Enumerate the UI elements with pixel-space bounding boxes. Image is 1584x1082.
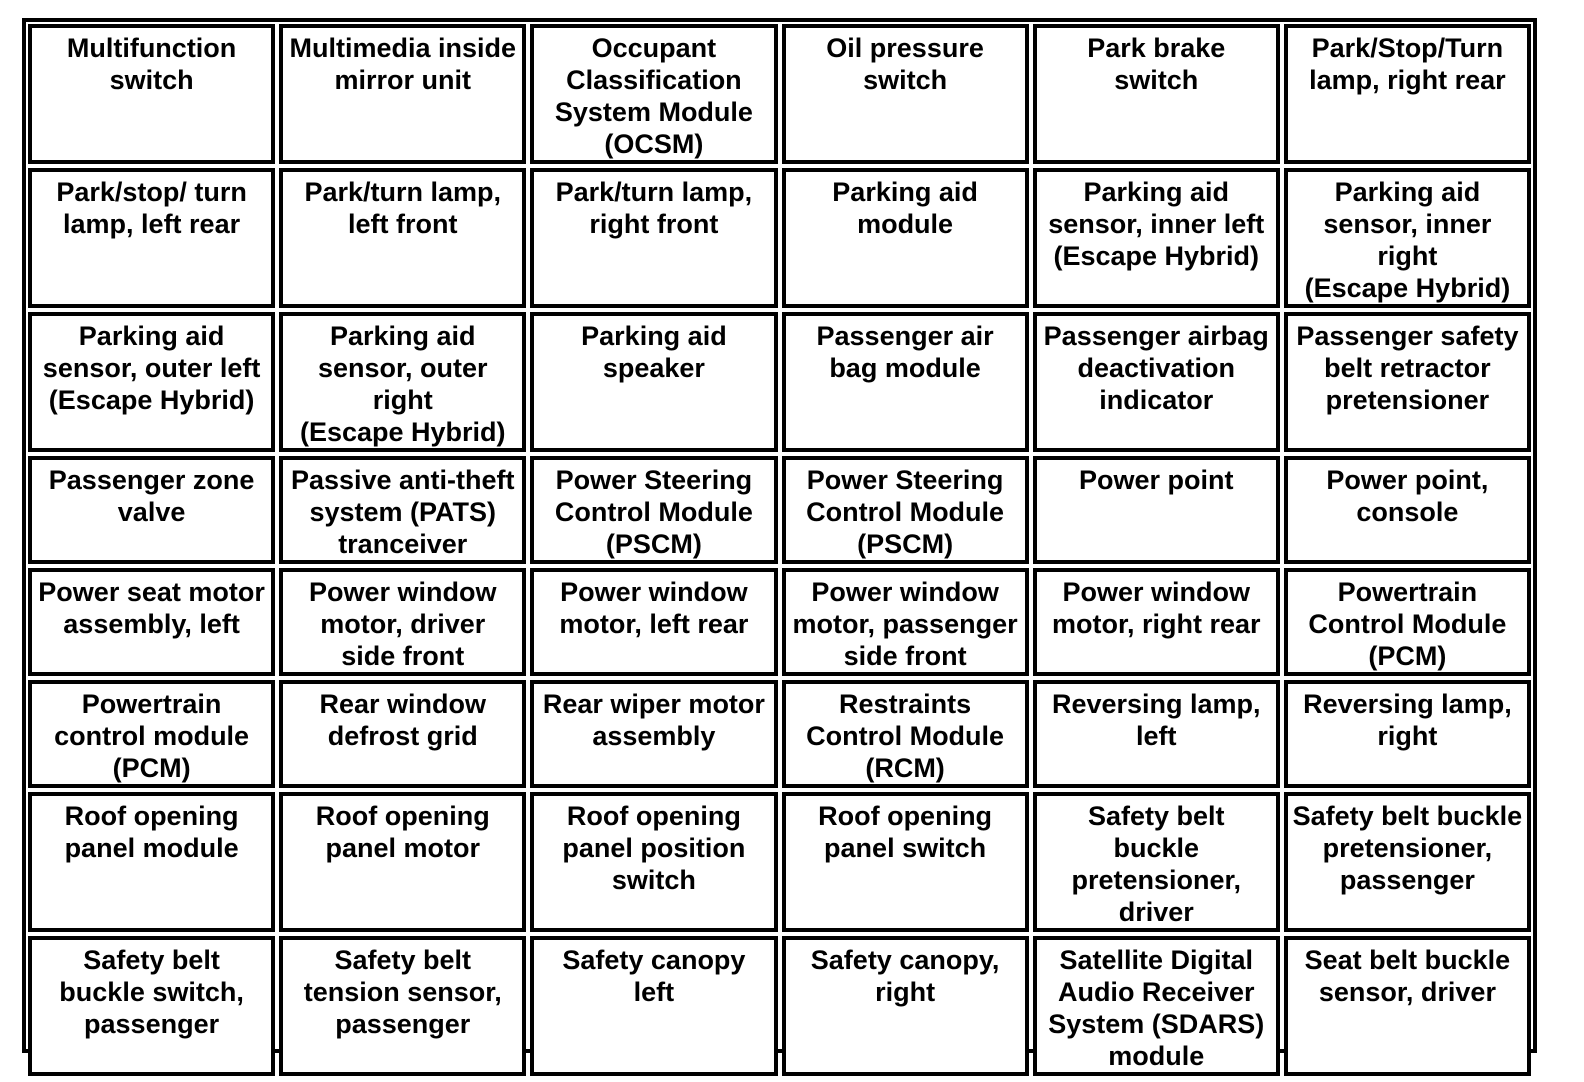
- table-cell: Parking aid sensor, inner right (Escape Hybrid): [1284, 168, 1531, 308]
- table-cell: Power Steering Control Module (PSCM): [530, 456, 777, 564]
- table-cell: Safety belt tension sensor, passenger: [279, 936, 526, 1076]
- table-cell: Park/turn lamp, right front: [530, 168, 777, 308]
- table-cell: Multimedia inside mirror unit: [279, 24, 526, 164]
- table-cell: Rear window defrost grid: [279, 680, 526, 788]
- table-cell: Safety canopy left: [530, 936, 777, 1076]
- table-cell: Parking aid sensor, outer left (Escape Hybrid): [28, 312, 275, 452]
- table-cell: Passenger airbag deactivation indicator: [1033, 312, 1280, 452]
- table-cell: Power window motor, left rear: [530, 568, 777, 676]
- table-cell: Power window motor, right rear: [1033, 568, 1280, 676]
- table-cell: Passenger zone valve: [28, 456, 275, 564]
- table-cell: Restraints Control Module (RCM): [782, 680, 1029, 788]
- table-cell: Parking aid sensor, outer right (Escape Hybrid): [279, 312, 526, 452]
- table-cell: Satellite Digital Audio Receiver System (SDARS) module: [1033, 936, 1280, 1076]
- table-cell: Park/turn lamp, left front: [279, 168, 526, 308]
- table-cell: Roof opening panel position switch: [530, 792, 777, 932]
- table-cell: Park/stop/ turn lamp, left rear: [28, 168, 275, 308]
- component-grid: [28, 24, 1531, 1071]
- table-cell: Passenger safety belt retractor pretensioner: [1284, 312, 1531, 452]
- table-cell: Power Steering Control Module (PSCM): [782, 456, 1029, 564]
- table-cell: Roof opening panel switch: [782, 792, 1029, 932]
- table-cell: Roof opening panel motor: [279, 792, 526, 932]
- table-cell: Safety canopy, right: [782, 936, 1029, 1076]
- table-cell: Power window motor, passenger side front: [782, 568, 1029, 676]
- table-cell: Oil pressure switch: [782, 24, 1029, 164]
- table-cell: Power window motor, driver side front: [279, 568, 526, 676]
- table-cell: Rear wiper motor assembly: [530, 680, 777, 788]
- table-cell: Multifunction switch: [28, 24, 275, 164]
- table-cell: Passive anti-theft system (PATS) tranceiver: [279, 456, 526, 564]
- table-cell: Parking aid sensor, inner left (Escape Hybrid): [1033, 168, 1280, 308]
- table-cell: Occupant Classification System Module (OCSM): [530, 24, 777, 164]
- table-cell: Power seat motor assembly, left: [28, 568, 275, 676]
- component-table: [22, 18, 1537, 1071]
- table-cell: Parking aid module: [782, 168, 1029, 308]
- table-cell: Safety belt buckle pretensioner, driver: [1033, 792, 1280, 932]
- table-cell: Powertrain control module (PCM): [28, 680, 275, 788]
- table-cell: Safety belt buckle switch, passenger: [28, 936, 275, 1076]
- table-cell: Reversing lamp, left: [1033, 680, 1280, 788]
- table-cell: Parking aid speaker: [530, 312, 777, 452]
- table-cell: Park brake switch: [1033, 24, 1280, 164]
- table-cell: Powertrain Control Module (PCM): [1284, 568, 1531, 676]
- table-cell: Reversing lamp, right: [1284, 680, 1531, 788]
- table-cell: Power point, console: [1284, 456, 1531, 564]
- table-cell: Roof opening panel module: [28, 792, 275, 932]
- table-cell: Power point: [1033, 456, 1280, 564]
- table-cell: Safety belt buckle pretensioner, passenger: [1284, 792, 1531, 932]
- table-cell: Seat belt buckle sensor, driver: [1284, 936, 1531, 1076]
- table-cell: Passenger air bag module: [782, 312, 1029, 452]
- table-cell: Park/Stop/Turn lamp, right rear: [1284, 24, 1531, 164]
